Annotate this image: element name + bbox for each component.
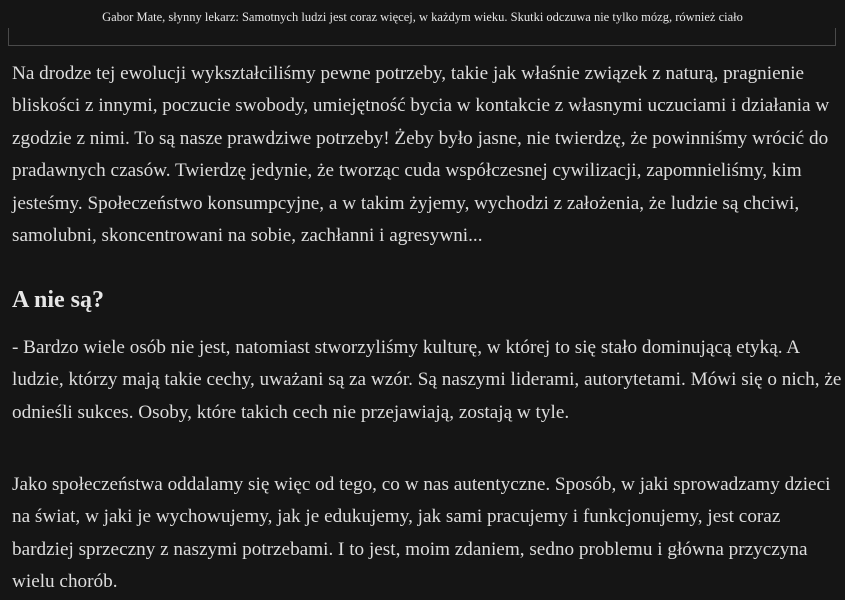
article-paragraph-2: - Bardzo wiele osób nie jest, natomiast stworzyliśmy kulturę, w której to się stało dominującą etyką. A ludzie, którzy mają takie cechy, uważani są za wzór. Są naszymi liderami, autorytetami. Mówi się o nich, że odnieśli sukces. Osoby, które takich cech nie przejawiają, zostają w tyle. xyxy=(12,337,842,423)
article-paragraph-1: Na drodze tej ewolucji wykształciliśmy pewne potrzeby, takie jak właśnie związek z naturą, pragnienie bliskości z innymi, poczucie swobody, umiejętność bycia w kontakcie z własnymi uczuciami i działania w zgodzie z nimi. To są nasze prawdziwe potrzeby! Żeby było jasne, nie twierdzę, że powinniśmy wrócić do pradawnych czasów. Twierdzę jedynie, że tworząc cuda współczesnej cywilizacji, zapomnieliśmy, kim jesteśmy. Społeczeństwo konsumpcyjne, a w takim żyjemy, wychodzi z założenia, że ludzie są chciwi, samolubni, skoncentrowani na sobie, zachłanni i agresywni... xyxy=(12,63,830,247)
article-subheading: A nie są? xyxy=(12,287,105,313)
header-frame xyxy=(8,28,836,46)
article-paragraph-3: Jako społeczeństwa oddalamy się więc od tego, co w nas autentyczne. Sposób, w jaki sprowadzamy dzieci na świat, w jaki je wychowujemy, jak je edukujemy, jak sami pracujemy i funkcjonujemy, jest coraz bardziej sprzeczny z naszymi potrzebami. I to jest, moim zdaniem, sedno problemu i główna przyczyna wielu chorób. xyxy=(12,474,831,593)
article-title[interactable]: Gabor Mate, słynny lekarz: Samotnych ludzi jest coraz więcej, w każdym wieku. Skutki odczuwa nie tylko mózg, również ciało xyxy=(102,9,743,24)
